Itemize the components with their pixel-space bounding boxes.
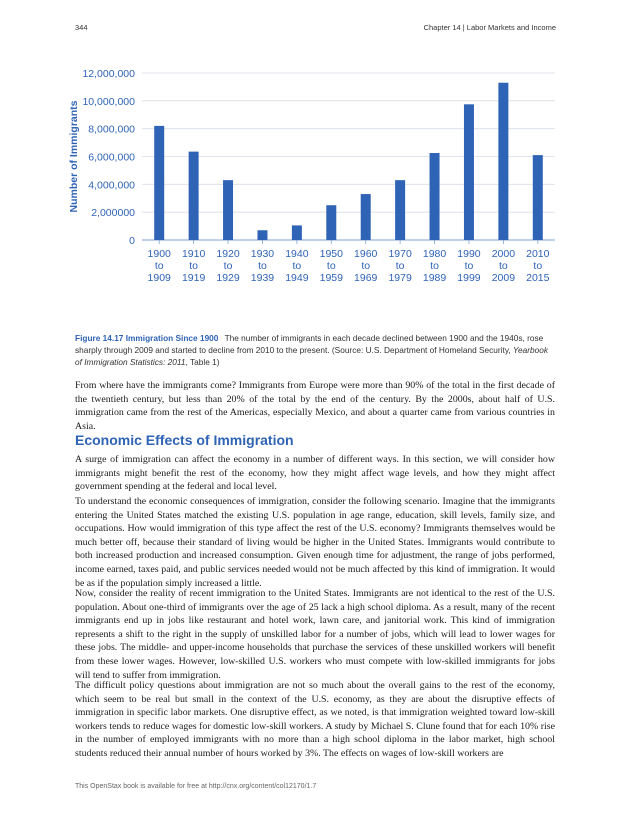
x-tick-label: 1950 bbox=[319, 248, 343, 260]
x-tick-label: 2009 bbox=[491, 272, 516, 284]
x-tick-label: 1909 bbox=[147, 272, 171, 284]
x-tick-label: 1969 bbox=[354, 272, 378, 284]
x-tick-label: to bbox=[189, 260, 199, 272]
y-tick-label: 4,000,000 bbox=[88, 179, 135, 192]
x-tick-label: to bbox=[498, 260, 508, 272]
bar bbox=[257, 230, 267, 240]
paragraph-surge: A surge of immigration can affect the economy in a number of different ways. In this section, we will consider how immigrants might benefit the rest of the economy, how they might affect wage levels, and how they might affect government spending at the federal and local level. bbox=[75, 454, 555, 493]
x-tick-label: 1920 bbox=[216, 248, 240, 260]
x-tick-label: 1939 bbox=[250, 272, 275, 284]
x-tick-label: 1989 bbox=[422, 272, 447, 284]
bar bbox=[361, 194, 371, 240]
x-tick-label: to bbox=[533, 260, 543, 272]
x-tick-label: 1930 bbox=[250, 248, 275, 260]
x-tick-label: 2010 bbox=[526, 248, 550, 260]
y-axis-ticks bbox=[82, 68, 135, 247]
y-tick-label: 2,000000 bbox=[91, 207, 135, 220]
x-tick-label: to bbox=[292, 260, 302, 272]
x-tick-label: to bbox=[154, 260, 164, 272]
paragraph-reality: Now, consider the reality of recent immigration to the United States. Immigrants are not identical to the rest of the U.S. population. About one-third of immigrants over the age of 25 lack a high school diploma. As a result, many of the recent immigrants end up in jobs like restaurant and hotel work, lawn care, and janitorial work. This kind of immigration represents a shift to the right in the supply of unskilled labor for a number of jobs, which will lead to lower wages for these jobs. The middle- and upper-income households that purchase the services of these unskilled workers will benefit from these lower wages. However, low-skilled U.S. workers who must compete with low-skilled immigrants for jobs will tend to suffer from immigration. bbox=[75, 588, 555, 681]
x-tick-label: 1970 bbox=[388, 248, 412, 260]
paragraph-immigrant-origins: From where have the immigrants come? Immigrants from Europe were more than 90% of the total in the first decade of the twentieth century, but less than 20% of the total by the end of the century. By the 2000s, about half of U.S. immigration came from the rest of the Americas, especially Mexico, and about a quarter came from various countries in Asia. bbox=[75, 380, 555, 432]
x-tick-label: 1940 bbox=[285, 248, 309, 260]
x-tick-label: 1960 bbox=[354, 248, 378, 260]
running-head: Chapter 14 | Labor Markets and Income bbox=[423, 23, 556, 32]
x-tick-label: 1900 bbox=[147, 248, 171, 260]
x-axis-labels bbox=[148, 240, 550, 284]
x-tick-label: 1979 bbox=[388, 272, 412, 284]
bar bbox=[223, 180, 233, 240]
x-tick-label: 1910 bbox=[181, 248, 206, 260]
page-footer: This OpenStax book is available for free at http://cnx.org/content/col12170/1.7 bbox=[75, 783, 317, 790]
x-tick-label: to bbox=[395, 260, 405, 272]
x-tick-label: 1949 bbox=[285, 272, 309, 284]
immigration-bar-chart bbox=[60, 60, 560, 320]
page-number: 344 bbox=[75, 23, 88, 32]
chart-bars bbox=[154, 83, 543, 240]
caption-text: The number of immigrants in each decade declined between 1900 and the 1940s, rose sharply through 2009 and started to decline from 2010 to the present. (Source: U.S. Department of Homeland Security, bbox=[75, 333, 544, 355]
paragraph-scenario: To understand the economic consequences of immigration, consider the following scenario. Imagine that the immigrants entering the United States matched the existing U.S. population in age range, education, skill levels, family size, and occupations. How would immigration of this type affect the rest of the U.S. economy? Immigrants themselves would be much better off, because their standard of living would be higher in the United States. Immigrants would contribute to both increased production and increased consumption. Given enough time for adjustment, the range of jobs performed, income earned, taxes paid, and public services needed would not be much affected by this kind of immigration. It would be as if the population simply increased a little. bbox=[75, 496, 555, 589]
x-tick-label: 2000 bbox=[491, 248, 516, 260]
y-tick-label: 0 bbox=[129, 235, 135, 247]
y-tick-label: 8,000,000 bbox=[88, 123, 135, 136]
x-tick-label: 2015 bbox=[526, 272, 550, 284]
y-tick-label: 10,000,000 bbox=[82, 95, 135, 108]
bar bbox=[189, 152, 199, 240]
x-tick-label: to bbox=[223, 260, 233, 272]
bar bbox=[464, 104, 474, 240]
x-tick-label: to bbox=[326, 260, 336, 272]
y-axis-label: Number of Immigrants bbox=[68, 100, 80, 213]
section-heading: Economic Effects of Immigration bbox=[75, 432, 294, 448]
x-tick-label: 1929 bbox=[216, 272, 240, 284]
caption-source-title: Yearbook of Immigration Statistics: 2011 bbox=[75, 345, 549, 367]
chart-gridlines bbox=[142, 73, 555, 240]
bar bbox=[533, 155, 543, 240]
bar bbox=[326, 205, 336, 240]
y-tick-label: 12,000,000 bbox=[82, 68, 135, 80]
bar bbox=[395, 180, 405, 240]
x-tick-label: to bbox=[361, 260, 371, 272]
caption-text-end: , Table 1) bbox=[185, 357, 220, 367]
paragraph-policy: The difficult policy questions about immigration are not so much about the overall gains to the rest of the economy, which seem to be real but small in the context of the U.S. economy, as they are about the disruptive effects of immigration in specific labor markets. One disruptive effect, as we noted, is that immigration weighted toward low-skill workers tends to reduce wages for domestic low-skill workers. A study by Michael S. Clune found that for each 10% rise in the number of employed immigrants with no more than a high school diploma in the labor market, high school students reduced their annual number of hours worked by 3%. The effects on wages of low-skill workers are bbox=[75, 680, 555, 759]
y-tick-label: 6,000,000 bbox=[88, 151, 135, 164]
x-tick-label: to bbox=[464, 260, 474, 272]
bar bbox=[154, 126, 164, 240]
figure-caption bbox=[75, 332, 555, 368]
figure-label: Figure 14.17 Immigration Since 1900 bbox=[75, 333, 219, 343]
bar bbox=[292, 225, 302, 240]
x-tick-label: to bbox=[430, 260, 439, 272]
x-tick-label: 1980 bbox=[422, 248, 447, 260]
x-tick-label: to bbox=[258, 260, 267, 272]
bar bbox=[430, 153, 440, 240]
x-tick-label: 1959 bbox=[319, 272, 343, 284]
bar bbox=[498, 83, 508, 240]
x-tick-label: 1999 bbox=[457, 272, 481, 284]
x-tick-label: 1990 bbox=[457, 248, 481, 260]
x-tick-label: 1919 bbox=[181, 272, 206, 284]
